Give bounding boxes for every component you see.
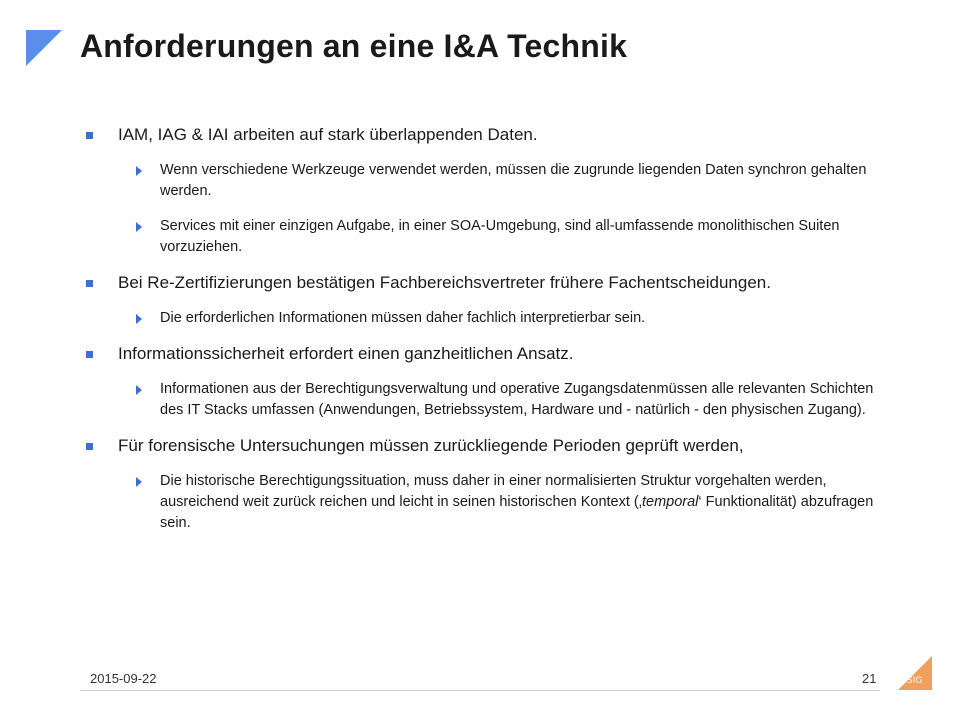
corner-triangle-icon: [26, 30, 62, 66]
sub-bullet-item: [80, 308, 900, 329]
footer-divider: [80, 690, 880, 691]
sub-bullet-item: [80, 160, 900, 202]
sub-bullet-item: [80, 379, 900, 421]
square-bullet-icon: [86, 280, 93, 287]
bullet-item: [80, 272, 900, 294]
bullet-text: Für forensische Untersuchungen müssen zurückliegende Perioden geprüft werden,: [118, 436, 744, 455]
footer-date: 2015-09-22: [90, 671, 157, 686]
bullet-item: [80, 124, 900, 146]
bullet-text: Bei Re-Zertifizierungen bestätigen Fachbereichsvertreter frühere Fachentscheidungen.: [118, 273, 771, 292]
sub-bullet-text: Wenn verschiedene Werkzeuge verwendet werden, müssen die zugrunde liegenden Daten synchron gehalten werden.: [160, 162, 867, 199]
sub-bullet-text: Informationen aus der Berechtigungsverwaltung und operative Zugangsdatenmüssen alle relevanten Schichten des IT Stacks umfassen (Anwendungen, Betriebssystem, Hardware und - natürlich - den physischen Zugang).: [160, 381, 874, 418]
bullet-text: Informationssicherheit erfordert einen ganzheitlichen Ansatz.: [118, 344, 574, 363]
sub-bullet-item: [80, 471, 900, 534]
triangle-bullet-icon: [136, 477, 142, 487]
square-bullet-icon: [86, 132, 93, 139]
emphasis-temporal: temporal: [641, 494, 699, 510]
sub-bullet-text-part: Die historische Berechtigungssituation, muss daher in einer normalisierten Struktur vorgehalten werden, ausreichend weit zurück reichen und leicht in seinen historischen Kontext (‚: [160, 473, 827, 510]
sig-logo-text: SIG: [907, 676, 923, 686]
triangle-bullet-icon: [136, 385, 142, 395]
sub-bullet-text: [160, 473, 873, 531]
sub-bullet-text: Services mit einer einzigen Aufgabe, in einer SOA-Umgebung, sind all-umfassende monolithischen Suiten vorzuziehen.: [160, 218, 840, 255]
bullet-item: [80, 343, 900, 365]
bullet-list: [80, 124, 900, 548]
sub-bullet-text-part: ‘ Funktionalität) abzufragen sein.: [160, 494, 874, 531]
slide-title: Anforderungen an eine I&A Technik: [80, 28, 628, 64]
sub-bullet-item: [80, 216, 900, 258]
bullet-text: IAM, IAG & IAI arbeiten auf stark überlappenden Daten.: [118, 125, 538, 144]
triangle-bullet-icon: [136, 166, 142, 176]
triangle-bullet-icon: [136, 222, 142, 232]
page-number: 21: [862, 671, 877, 686]
triangle-bullet-icon: [136, 314, 142, 324]
sub-bullet-text: Die erforderlichen Informationen müssen daher fachlich interpretierbar sein.: [160, 310, 646, 326]
square-bullet-icon: [86, 351, 93, 358]
bullet-item: [80, 435, 900, 457]
square-bullet-icon: [86, 443, 93, 450]
